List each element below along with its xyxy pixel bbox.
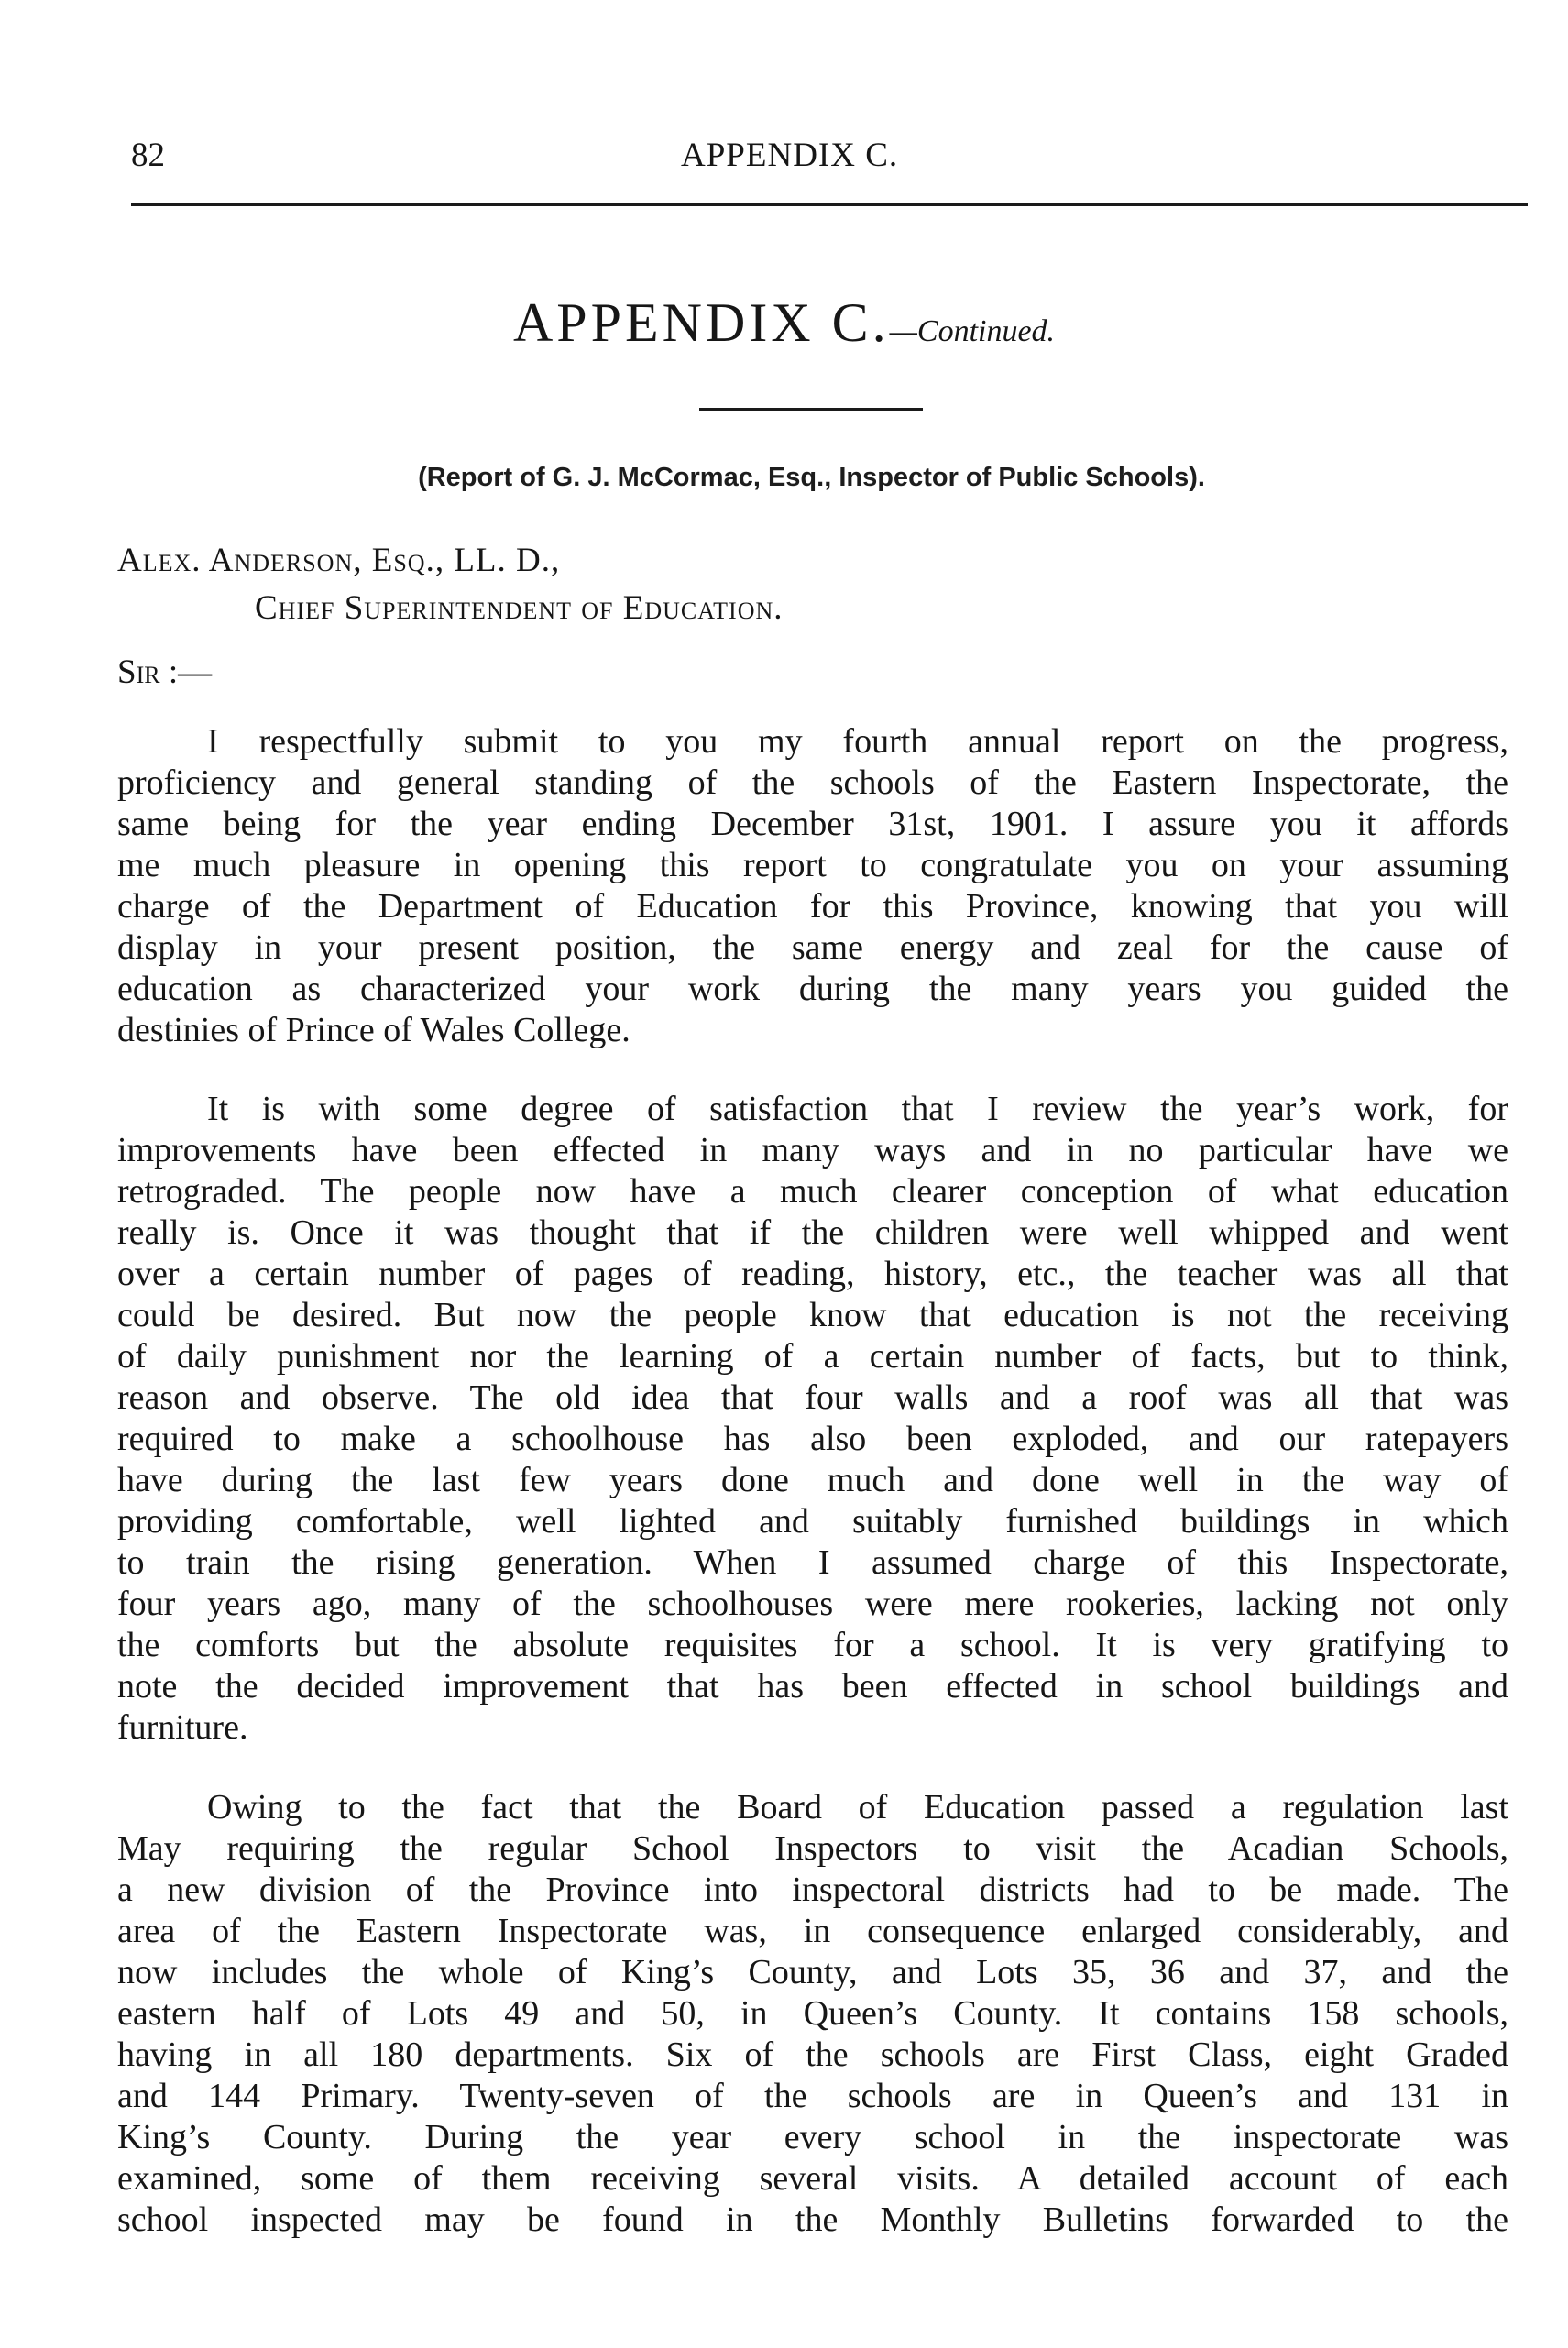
text-line: providing comfortable, well lighted and suitably furnished buildings in which (117, 1502, 1508, 1541)
appendix-heading-main: APPENDIX C. (512, 292, 890, 353)
text-line: note the decided improvement that has been effected in school buildings and (117, 1667, 1508, 1706)
text-line: the comforts but the absolute requisites for a school. It is very gratifying to (117, 1626, 1508, 1664)
page-number: 82 (131, 137, 165, 174)
paragraph-2 (117, 1089, 1508, 1749)
text-line: proficiency and general standing of the schools of the Eastern Inspectorate, the (117, 763, 1508, 802)
text-line: of daily punishment nor the learning of a certain number of facts, but to think, (117, 1337, 1508, 1376)
text-line: me much pleasure in opening this report to congratulate you on your assuming (117, 846, 1508, 884)
text-line: charge of the Department of Education for this Province, knowing that you will (117, 887, 1508, 926)
text-line: having in all 180 departments. Six of the schools are First Class, eight Graded (117, 2035, 1508, 2074)
addressee-title: Chief Superintendent of Education. (255, 589, 784, 627)
text-line: furniture. (117, 1708, 248, 1747)
text-line: Owing to the fact that the Board of Education passed a regulation last (207, 1788, 1508, 1827)
text-line: four years ago, many of the schoolhouses were mere rookeries, lacking not only (117, 1585, 1508, 1623)
text-line: It is with some degree of satisfaction that I review the year’s work, for (207, 1090, 1508, 1128)
text-line: same being for the year ending December 31st, 1901. I assure you it affords (117, 805, 1508, 843)
text-line: I respectfully submit to you my fourth annual report on the progress, (207, 722, 1508, 761)
text-line: over a certain number of pages of reading, history, etc., the teacher was all that (117, 1255, 1508, 1293)
paragraph-3 (117, 1787, 1508, 2241)
text-line: improvements have been effected in many ways and in no particular have we (117, 1131, 1508, 1169)
heading-rule (699, 408, 923, 411)
header-rule (131, 203, 1528, 206)
text-line: area of the Eastern Inspectorate was, in consequence enlarged considerably, and (117, 1912, 1508, 1950)
running-title: APPENDIX C. (681, 137, 899, 174)
text-line: could be desired. But now the people know that education is not the receiving (117, 1296, 1508, 1334)
report-subheading: (Report of G. J. McCormac, Esq., Inspector of Public Schools). (418, 463, 1205, 492)
appendix-heading-continued: —Continued. (889, 314, 1056, 348)
running-header (131, 136, 1526, 181)
text-line: and 144 Primary. Twenty-seven of the schools are in Queen’s and 131 in (117, 2077, 1508, 2115)
text-line: examined, some of them receiving several visits. A detailed account of each (117, 2159, 1508, 2198)
text-line: now includes the whole of King’s County, and Lots 35, 36 and 37, and the (117, 1953, 1508, 1991)
text-line: required to make a schoolhouse has also been exploded, and our ratepayers (117, 1420, 1508, 1458)
text-line: eastern half of Lots 49 and 50, in Queen’s County. It contains 158 schools, (117, 1994, 1508, 2033)
text-line: to train the rising generation. When I assumed charge of this Inspectorate, (117, 1543, 1508, 1582)
text-line: school inspected may be found in the Monthly Bulletins forwarded to the (117, 2200, 1508, 2239)
text-line: destinies of Prince of Wales College. (117, 1011, 630, 1049)
text-line: King’s County. During the year every school in the inspectorate was (117, 2118, 1508, 2156)
paragraph-1 (117, 721, 1508, 1051)
text-line: really is. Once it was thought that if the children were well whipped and went (117, 1213, 1508, 1252)
text-line: a new division of the Province into inspectoral districts had to be made. The (117, 1871, 1508, 1909)
salutation: Sir :— (117, 653, 213, 691)
appendix-heading (0, 291, 1568, 355)
addressee-name: Alex. Anderson, Esq., LL. D., (117, 542, 561, 579)
text-line: May requiring the regular School Inspectors to visit the Acadian Schools, (117, 1829, 1508, 1868)
text-line: display in your present position, the same energy and zeal for the cause of (117, 928, 1508, 967)
text-line: have during the last few years done much and done well in the way of (117, 1461, 1508, 1499)
text-line: reason and observe. The old idea that four walls and a roof was all that was (117, 1378, 1508, 1417)
text-line: retrograded. The people now have a much clearer conception of what education (117, 1172, 1508, 1211)
text-line: education as characterized your work during the many years you guided the (117, 970, 1508, 1008)
